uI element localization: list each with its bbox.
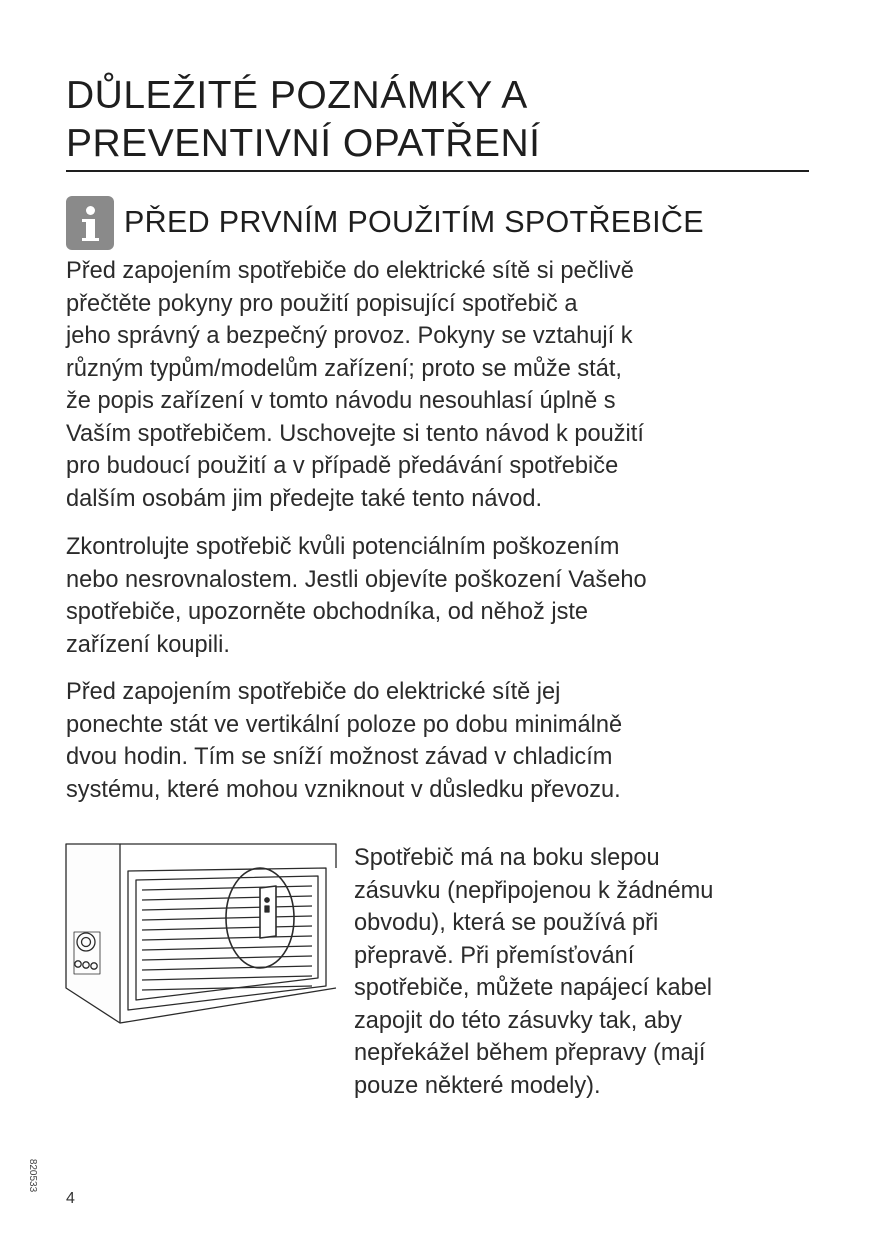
paragraph-line: obvodu), která se používá při	[354, 910, 659, 936]
section-heading: PŘED PRVNÍM POUŽITÍM SPOTŘEBIČE	[124, 205, 704, 239]
paragraph-line: pro budoucí použití a v případě předávání spotřebiče	[66, 453, 619, 479]
paragraph-read-instructions	[66, 255, 814, 515]
paragraph-vertical-position	[66, 676, 814, 806]
document-code-text: 820533	[27, 1158, 39, 1193]
paragraph-line: nebo nesrovnalostem. Jestli objevíte poškození Vašeho	[66, 566, 647, 593]
paragraph-line: Zkontrolujte spotřebič kvůli potenciálním poškozením	[66, 534, 620, 560]
paragraph-line: dvou hodin. Tím se sníží možnost závad v chladicím	[66, 744, 613, 770]
appliance-side-socket-illustration	[64, 838, 340, 1028]
paragraph-check-damage	[66, 531, 814, 661]
paragraph-line: Před zapojením spotřebiče do elektrické sítě jej	[66, 679, 561, 705]
paragraph-side-socket	[354, 842, 814, 1102]
paragraph-line: zásuvku (nepřipojenou k žádnému	[354, 877, 714, 904]
paragraph-line: přepravě. Při přemísťování	[354, 942, 635, 969]
paragraph-line: Spotřebič má na boku slepou	[354, 845, 660, 871]
paragraph-line: Vaším spotřebičem. Uschovejte si tento návod k použití	[66, 420, 644, 447]
paragraph-line: jeho správný a bezpečný provoz. Pokyny se vztahují k	[66, 323, 633, 349]
paragraph-line: systému, které mohou vzniknout v důsledku převozu.	[66, 776, 621, 803]
paragraph-line: zapojit do této zásuvky tak, aby	[354, 1007, 682, 1034]
paragraph-line: různým typům/modelům zařízení; proto se může stát,	[66, 355, 622, 382]
paragraph-line: pouze některé modely).	[354, 1072, 601, 1099]
paragraph-line: spotřebiče, můžete napájecí kabel	[354, 975, 713, 1001]
paragraph-line: dalším osobám jim předejte také tento návod.	[66, 485, 543, 512]
paragraph-line: že popis zařízení v tomto návodu nesouhlasí úplně s	[66, 388, 616, 414]
paragraph-line: ponechte stát ve vertikální poloze po dobu minimálně	[66, 711, 623, 738]
paragraph-line: Před zapojením spotřebiče do elektrické sítě si pečlivě	[66, 258, 634, 284]
paragraph-line: zařízení koupili.	[66, 631, 230, 658]
document-code	[16, 1150, 39, 1194]
page-title-line-1: DŮLEŽITÉ POZNÁMKY A	[66, 74, 528, 117]
title-underline	[66, 170, 809, 172]
page-title-line-2: PREVENTIVNÍ OPATŘENÍ	[66, 122, 541, 165]
paragraph-line: přečtěte pokyny pro použití popisující spotřebič a	[66, 290, 578, 317]
info-icon	[66, 196, 114, 250]
page-number: 4	[66, 1190, 75, 1207]
paragraph-line: spotřebiče, upozorněte obchodníka, od něhož jste	[66, 599, 589, 625]
paragraph-line: nepřekážel během přepravy (mají	[354, 1040, 706, 1066]
page-title	[66, 72, 808, 168]
